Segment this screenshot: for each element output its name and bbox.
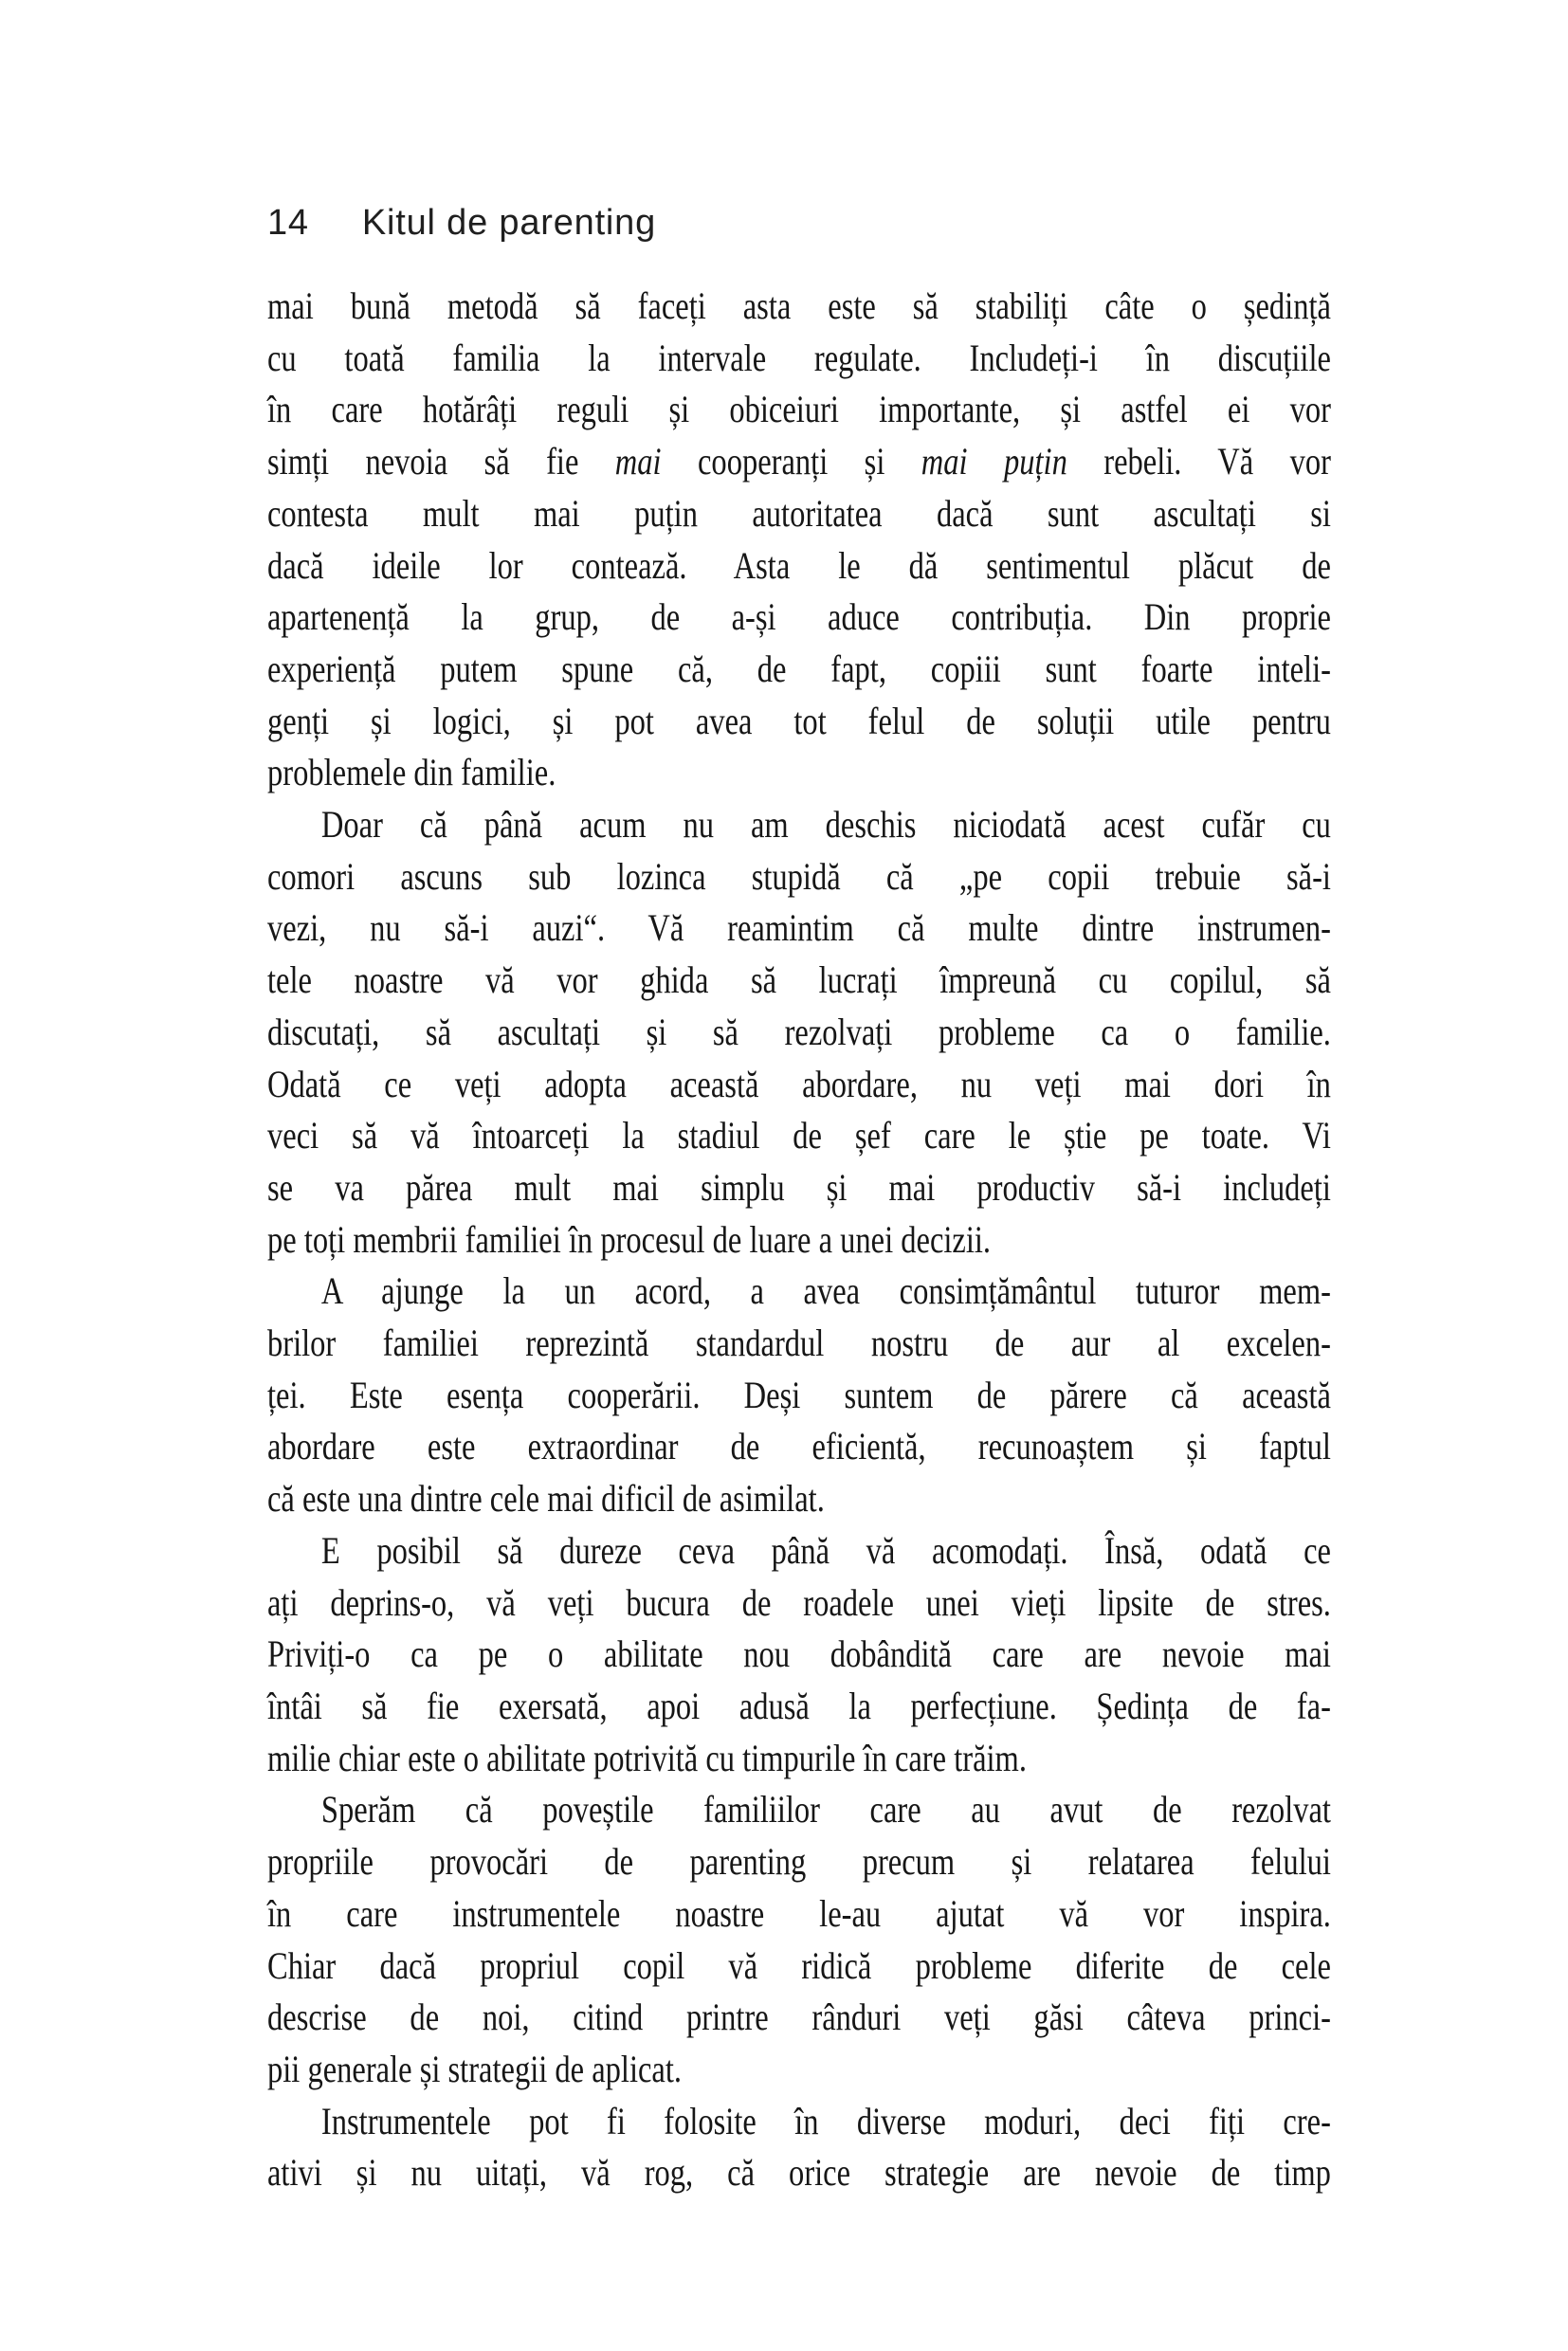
- text-line: întâi să fie exersată, apoi adusă la perfecțiune. Ședința de fa-: [267, 1684, 1331, 1727]
- text-line: cu toată familia la intervale regulate. Includeți-i în discuțiile: [267, 336, 1331, 379]
- text-line: apartenență la grup, de a-și aduce contribuția. Din proprie: [267, 595, 1331, 639]
- text-line: vezi, nu să-i auzi“. Vă reamintim că multe dintre instrumen-: [267, 906, 1331, 950]
- text-line: veci să vă întoarceți la stadiul de șef care le știe pe toate. Vi: [267, 1114, 1331, 1157]
- text-line: problemele din familie.: [267, 751, 556, 794]
- text-line: în care instrumentele noastre le-au ajutat vă vor inspira.: [267, 1891, 1331, 1935]
- text-line: ței. Este esența cooperării. Deși suntem de părere că această: [267, 1373, 1331, 1416]
- text-line: Sperăm că poveștile familiilor care au avut de rezolvat: [320, 1788, 1331, 1832]
- text-line: ativi și nu uitați, vă rog, că orice strategie are nevoie de timp: [267, 2151, 1331, 2195]
- text-line: A ajunge la un acord, a avea consimțământul tuturor mem-: [320, 1269, 1331, 1313]
- page-number: 14: [267, 203, 309, 243]
- text-line: genți și logici, și pot avea tot felul de soluții utile pentru: [267, 699, 1331, 742]
- text-line: Doar că până acum nu am deschis niciodată acest cufăr cu: [320, 803, 1331, 847]
- text-line: milie chiar este o abilitate potrivită cu timpurile în care trăim.: [267, 1736, 1027, 1779]
- text-line: Odată ce veți adopta această abordare, nu veți mai dori în: [267, 1062, 1331, 1105]
- text-line: că este una dintre cele mai dificil de asimilat.: [267, 1477, 825, 1521]
- text-line: descrise de noi, citind printre rânduri veți găsi câteva princi-: [267, 1996, 1331, 2039]
- text-line: experiență putem spune că, de fapt, copiii sunt foarte inteli-: [267, 647, 1331, 690]
- text-line: în care hotărâți reguli și obiceiuri importante, și astfel ei vor: [267, 388, 1331, 431]
- text-line: propriile provocări de parenting precum și relatarea felului: [267, 1840, 1331, 1884]
- running-title: Kitul de parenting: [361, 203, 657, 243]
- text-line: Priviți-o ca pe o abilitate nou dobândită care are nevoie mai: [267, 1632, 1331, 1676]
- text-line: discutați, să ascultați și să rezolvați probleme ca o familie.: [267, 1010, 1331, 1053]
- text-line: Chiar dacă propriul copil vă ridică probleme diferite de cele: [267, 1943, 1331, 1987]
- text-line: se va părea mult mai simplu și mai productiv să-i includeți: [267, 1165, 1331, 1209]
- text-line: abordare este extraordinar de eficientă, recunoaștem și faptul: [267, 1425, 1331, 1468]
- text-line: tele noastre vă vor ghida să lucrați împreună cu copilul, să: [267, 958, 1331, 1002]
- text-line: pe toți membrii familiei în procesul de luare a unei decizii.: [267, 1217, 992, 1261]
- text-line: pii generale și strategii de aplicat.: [267, 2047, 683, 2090]
- text-line: simți nevoia să fie mai cooperanți și mai puțin rebeli. Vă vor: [267, 440, 1331, 483]
- text-line: ați deprins-o, vă veți bucura de roadele unei vieți lipsite de stres.: [267, 1580, 1331, 1624]
- text-line: dacă ideile lor contează. Asta le dă sentimentul plăcut de: [267, 543, 1331, 587]
- text-line: E posibil să dureze ceva până vă acomodați. Însă, odată ce: [320, 1528, 1331, 1572]
- text-line: comori ascuns sub lozinca stupidă că „pe copii trebuie să-i: [267, 854, 1331, 898]
- text-line: Instrumentele pot fi folosite în diverse moduri, deci fiți cre-: [320, 2099, 1331, 2142]
- running-header: [267, 203, 656, 244]
- text-line: brilor familiei reprezintă standardul nostru de aur al excelen-: [267, 1321, 1331, 1365]
- text-line: contesta mult mai puțin autoritatea dacă sunt ascultați si: [267, 491, 1331, 535]
- body-text: [267, 281, 1331, 2199]
- text-line: mai bună metodă să faceți asta este să stabiliți câte o ședință: [267, 284, 1331, 327]
